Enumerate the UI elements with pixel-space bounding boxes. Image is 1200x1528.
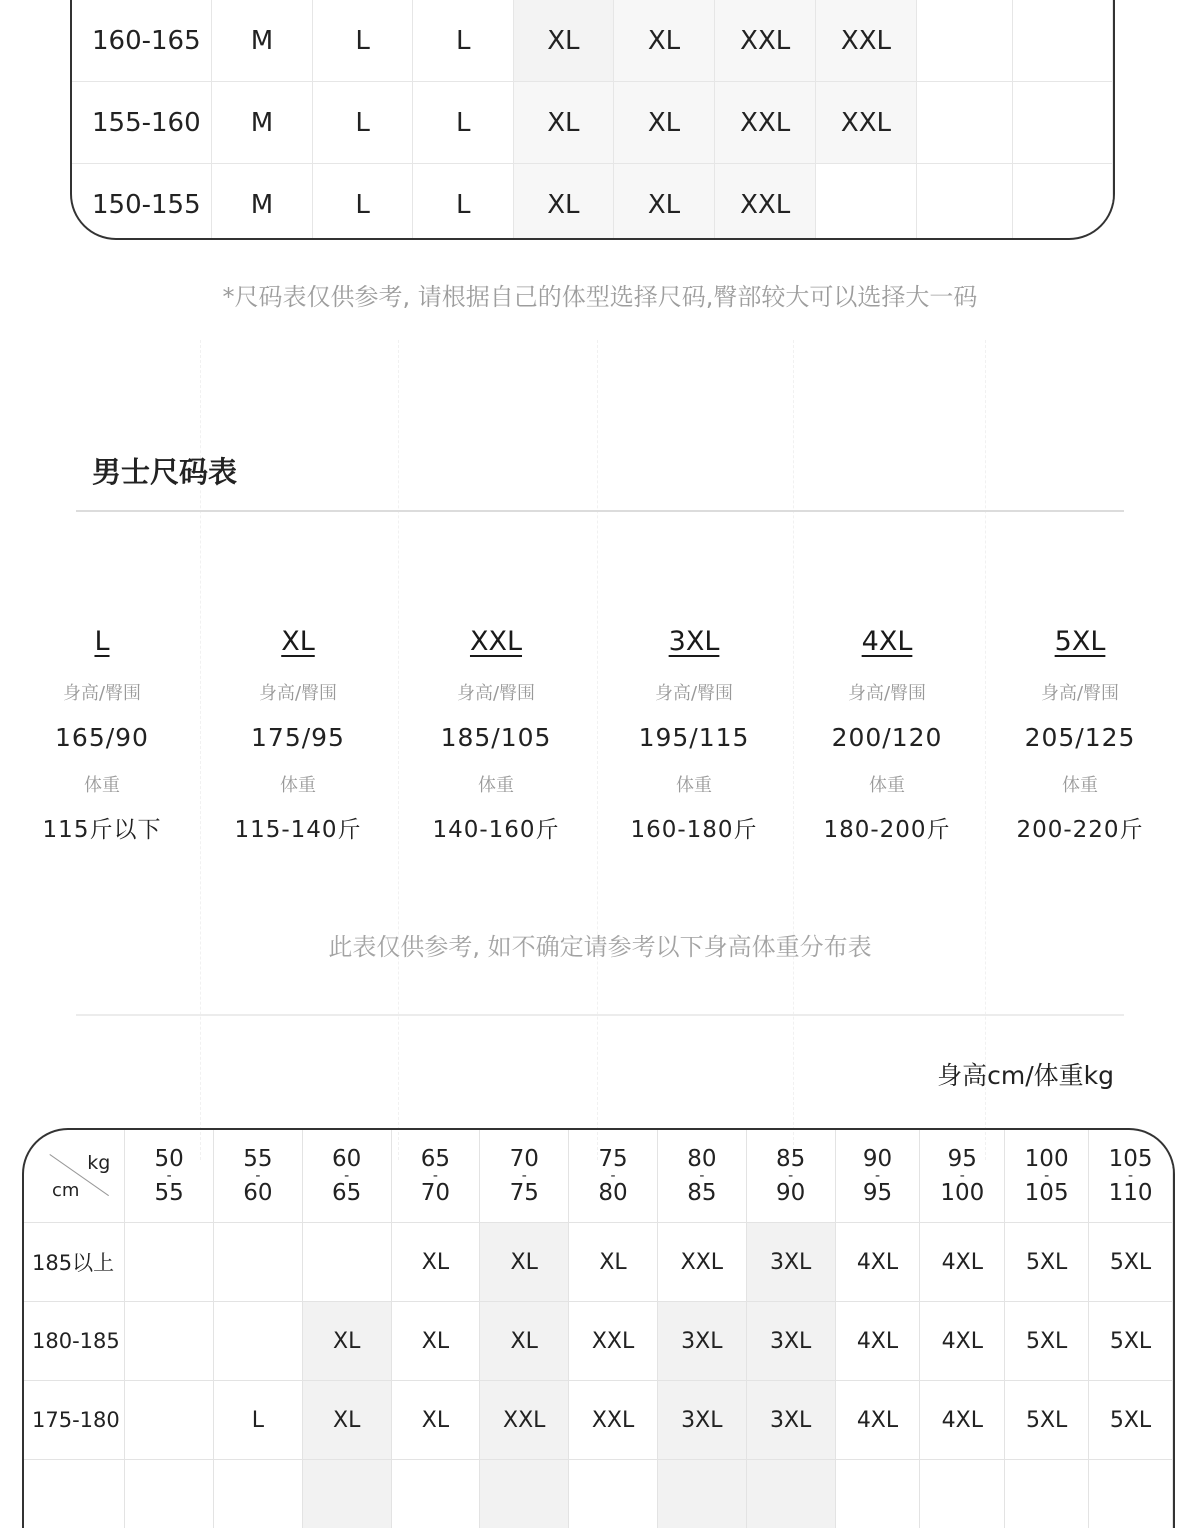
weight-from: 65 [392, 1147, 480, 1171]
table-cell: XL [569, 1223, 658, 1302]
distribution-table [22, 1128, 1175, 1528]
section-title: 男士尺码表 [92, 450, 237, 491]
size-column [2, 622, 202, 850]
height-hip-value: 175/95 [198, 718, 398, 758]
weight-column-header: 90 - 95 [835, 1130, 920, 1223]
table-cell: XXL [569, 1381, 658, 1460]
height-hip-value: 205/125 [980, 718, 1180, 758]
table-cell: 4XL [920, 1223, 1005, 1302]
divider [76, 510, 1124, 512]
table-cell: XXL [657, 1223, 746, 1302]
weight-from: 90 [836, 1147, 920, 1171]
table-cell: 4XL [835, 1302, 920, 1381]
table-cell: 4XL [920, 1381, 1005, 1460]
weight-from: 85 [747, 1147, 835, 1171]
table-cell: 5XL [1089, 1302, 1173, 1381]
weight-from: 80 [658, 1147, 746, 1171]
weight-from: 60 [303, 1147, 391, 1171]
weight-value: 115斤以下 [2, 810, 202, 850]
table-cell [480, 1460, 569, 1528]
table-cell: 4XL [920, 1302, 1005, 1381]
table-cell: XXL [569, 1302, 658, 1381]
row-height-range: 150-155 [72, 164, 212, 241]
height-hip-value: 195/115 [594, 718, 794, 758]
size-label: XL [198, 622, 398, 662]
size-table-note: *尺码表仅供参考, 请根据自己的体型选择尺码,臀部较大可以选择大一码 [0, 277, 1200, 312]
table-row [72, 82, 1113, 164]
table-cell: L [413, 0, 514, 82]
table-row [72, 164, 1113, 241]
weight-column-header: 70 - 75 [480, 1130, 569, 1223]
table-cell: 3XL [657, 1302, 746, 1381]
weight-to: 55 [125, 1181, 213, 1205]
table-cell [920, 1460, 1005, 1528]
size-label: XXL [396, 622, 596, 662]
height-hip-label: 身高/臀围 [2, 680, 202, 708]
weight-column-header: 65 - 70 [391, 1130, 480, 1223]
weight-to: 90 [747, 1181, 835, 1205]
table-cell: 3XL [657, 1381, 746, 1460]
weight-column-header: 60 - 65 [302, 1130, 391, 1223]
table-cell [569, 1460, 658, 1528]
divider [76, 1014, 1124, 1016]
height-hip-label: 身高/臀围 [787, 680, 987, 708]
table-cell: 5XL [1005, 1302, 1089, 1381]
table-cell: L [413, 82, 514, 164]
reference-note: 此表仅供参考, 如不确定请参考以下身高体重分布表 [0, 927, 1200, 962]
weight-value: 160-180斤 [594, 810, 794, 850]
weight-value: 115-140斤 [198, 810, 398, 850]
table-cell [746, 1460, 835, 1528]
table-cell: XL [613, 0, 715, 82]
table-cell [214, 1460, 303, 1528]
table-cell [835, 1460, 920, 1528]
weight-from: 70 [480, 1147, 568, 1171]
table-cell: XL [514, 0, 614, 82]
size-label: L [2, 622, 202, 662]
row-height-label: 175-180 [24, 1381, 125, 1460]
weight-column-header: 95 - 100 [920, 1130, 1005, 1223]
table-cell [1013, 164, 1113, 241]
weight-value: 200-220斤 [980, 810, 1180, 850]
row-height-label [24, 1460, 125, 1528]
table-cell: L [312, 82, 413, 164]
weight-column-header: 75 - 80 [569, 1130, 658, 1223]
size-column [594, 622, 794, 850]
height-hip-label: 身高/臀围 [396, 680, 596, 708]
table-cell: 5XL [1089, 1381, 1173, 1460]
table-cell: XL [391, 1223, 480, 1302]
table-cell: 3XL [746, 1381, 835, 1460]
weight-label: 体重 [396, 772, 596, 800]
weight-label: 体重 [198, 772, 398, 800]
row-height-range: 160-165 [72, 0, 212, 82]
table-cell: XL [514, 164, 614, 241]
size-label: 4XL [787, 622, 987, 662]
weight-from: 95 [920, 1147, 1004, 1171]
table-cell: XL [302, 1381, 391, 1460]
table-cell [125, 1460, 214, 1528]
weight-to: 60 [214, 1181, 302, 1205]
weight-to: 85 [658, 1181, 746, 1205]
row-height-range: 155-160 [72, 82, 212, 164]
table-cell: XL [302, 1302, 391, 1381]
size-label: 3XL [594, 622, 794, 662]
table-cell [1013, 82, 1113, 164]
height-hip-value: 185/105 [396, 718, 596, 758]
weight-column-header: 50 - 55 [125, 1130, 214, 1223]
table-cell: 4XL [835, 1223, 920, 1302]
table-cell [302, 1460, 391, 1528]
table-cell: XL [480, 1223, 569, 1302]
table-cell: XXL [816, 0, 917, 82]
table-cell: XL [480, 1302, 569, 1381]
weight-to: 65 [303, 1181, 391, 1205]
corner-cm-label: cm [52, 1180, 79, 1201]
table-cell: XL [391, 1381, 480, 1460]
table-cell [1089, 1460, 1173, 1528]
table-row [24, 1460, 1173, 1528]
weight-column-header: 105 - 110 [1089, 1130, 1173, 1223]
row-height-label: 180-185 [24, 1302, 125, 1381]
table-cell: XXL [715, 0, 816, 82]
weight-label: 体重 [980, 772, 1180, 800]
weight-to: 70 [392, 1181, 480, 1205]
table-cell [391, 1460, 480, 1528]
table-cell [916, 164, 1013, 241]
table-cell: M [212, 82, 313, 164]
size-label: 5XL [980, 622, 1180, 662]
table-cell [214, 1223, 303, 1302]
weight-column-header: 100 - 105 [1005, 1130, 1089, 1223]
weight-to: 95 [836, 1181, 920, 1205]
table-cell: L [312, 164, 413, 241]
table-corner-cell [24, 1130, 125, 1223]
table-cell: XL [391, 1302, 480, 1381]
table-row [72, 0, 1113, 82]
weight-from: 50 [125, 1147, 213, 1171]
height-hip-value: 165/90 [2, 718, 202, 758]
table-cell [816, 164, 917, 241]
weight-from: 105 [1089, 1147, 1172, 1171]
weight-column-header: 85 - 90 [746, 1130, 835, 1223]
height-hip-value: 200/120 [787, 718, 987, 758]
table-cell [125, 1381, 214, 1460]
unit-label: 身高cm/体重kg [937, 1056, 1114, 1092]
table-cell: L [413, 164, 514, 241]
size-column [980, 622, 1180, 850]
table-cell [916, 82, 1013, 164]
weight-value: 140-160斤 [396, 810, 596, 850]
row-height-label: 185以上 [24, 1223, 125, 1302]
table-cell [1013, 0, 1113, 82]
weight-to: 105 [1005, 1181, 1088, 1205]
table-cell: XXL [480, 1381, 569, 1460]
table-cell: XXL [715, 82, 816, 164]
weight-column-header: 55 - 60 [214, 1130, 303, 1223]
table-header-row [24, 1130, 1173, 1223]
size-table-top [70, 0, 1115, 240]
table-row [24, 1302, 1173, 1381]
table-cell: 4XL [835, 1381, 920, 1460]
weight-label: 体重 [787, 772, 987, 800]
weight-column-header: 80 - 85 [657, 1130, 746, 1223]
table-row [24, 1381, 1173, 1460]
table-cell: 3XL [746, 1223, 835, 1302]
weight-label: 体重 [594, 772, 794, 800]
weight-to: 110 [1089, 1181, 1172, 1205]
height-hip-label: 身高/臀围 [594, 680, 794, 708]
table-cell: 5XL [1089, 1223, 1173, 1302]
table-cell [125, 1223, 214, 1302]
table-cell: L [312, 0, 413, 82]
height-hip-label: 身高/臀围 [198, 680, 398, 708]
size-column [198, 622, 398, 850]
size-column [787, 622, 987, 850]
corner-kg-label: kg [87, 1152, 110, 1174]
table-cell: M [212, 0, 313, 82]
table-row [24, 1223, 1173, 1302]
table-cell: XL [613, 164, 715, 241]
weight-label: 体重 [2, 772, 202, 800]
table-cell: XXL [816, 82, 917, 164]
table-cell [657, 1460, 746, 1528]
table-cell: XL [514, 82, 614, 164]
weight-to: 100 [920, 1181, 1004, 1205]
weight-to: 80 [569, 1181, 657, 1205]
weight-value: 180-200斤 [787, 810, 987, 850]
size-column [396, 622, 596, 850]
table-cell: 3XL [746, 1302, 835, 1381]
weight-to: 75 [480, 1181, 568, 1205]
weight-from: 100 [1005, 1147, 1088, 1171]
table-cell: XL [613, 82, 715, 164]
table-cell [1005, 1460, 1089, 1528]
table-cell: XXL [715, 164, 816, 241]
height-hip-label: 身高/臀围 [980, 680, 1180, 708]
table-cell: L [214, 1381, 303, 1460]
table-cell [125, 1302, 214, 1381]
table-cell: M [212, 164, 313, 241]
table-cell: 5XL [1005, 1381, 1089, 1460]
table-cell [302, 1223, 391, 1302]
table-cell [214, 1302, 303, 1381]
weight-from: 75 [569, 1147, 657, 1171]
table-cell: 5XL [1005, 1223, 1089, 1302]
weight-from: 55 [214, 1147, 302, 1171]
table-cell [916, 0, 1013, 82]
